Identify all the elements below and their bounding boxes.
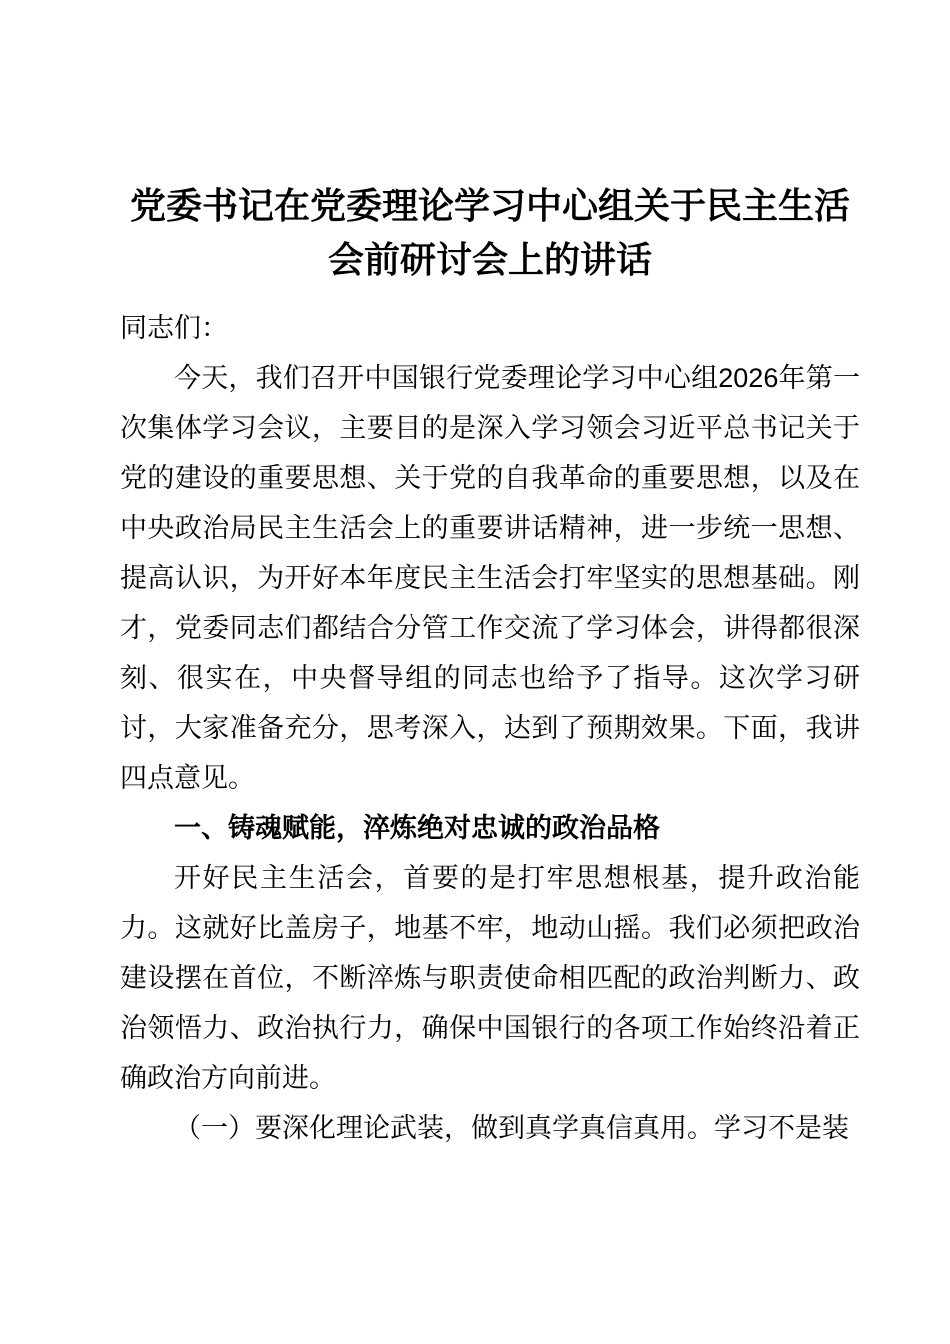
intro-paragraph: 今天，我们召开中国银行党委理论学习中心组2026年第一次集体学习会议，主要目的是深入学习领会习近平总书记关于党的建设的重要思想、关于党的自我革命的重要思想，以及在中央政治局民主生活会上的重要讲话精神，进一步统一思想、提高认识，为开好本年度民主生活会打牢坚实的思想基础。刚才，党委同志们都结合分管工作交流了学习体会，讲得都很深刻、很实在，中央督导组的同志也给予了指导。这次学习研讨，大家准备充分，思考深入，达到了预期效果。下面，我讲四点意见。 — [120, 363, 860, 793]
section-heading-1: 一、铸魂赋能，淬炼绝对忠诚的政治品格 — [174, 813, 660, 843]
subsection-1-paragraph-truncated: （一）要深化理论武装，做到真学真信真用。学习不是装 — [174, 1113, 849, 1143]
salutation-paragraph: 同志们： — [120, 313, 228, 343]
document-title: 党委书记在党委理论学习中心组关于民主生活会前研讨会上的讲话 — [129, 185, 850, 280]
section-1-paragraph: 开好民主生活会，首要的是打牢思想根基，提升政治能力。这就好比盖房子，地基不牢，地动山摇。我们必须把政治建设摆在首位，不断淬炼与职责使命相匹配的政治判断力、政治领悟力、政治执行力，确保中国银行的各项工作始终沿着正确政治方向前进。 — [120, 863, 860, 1093]
